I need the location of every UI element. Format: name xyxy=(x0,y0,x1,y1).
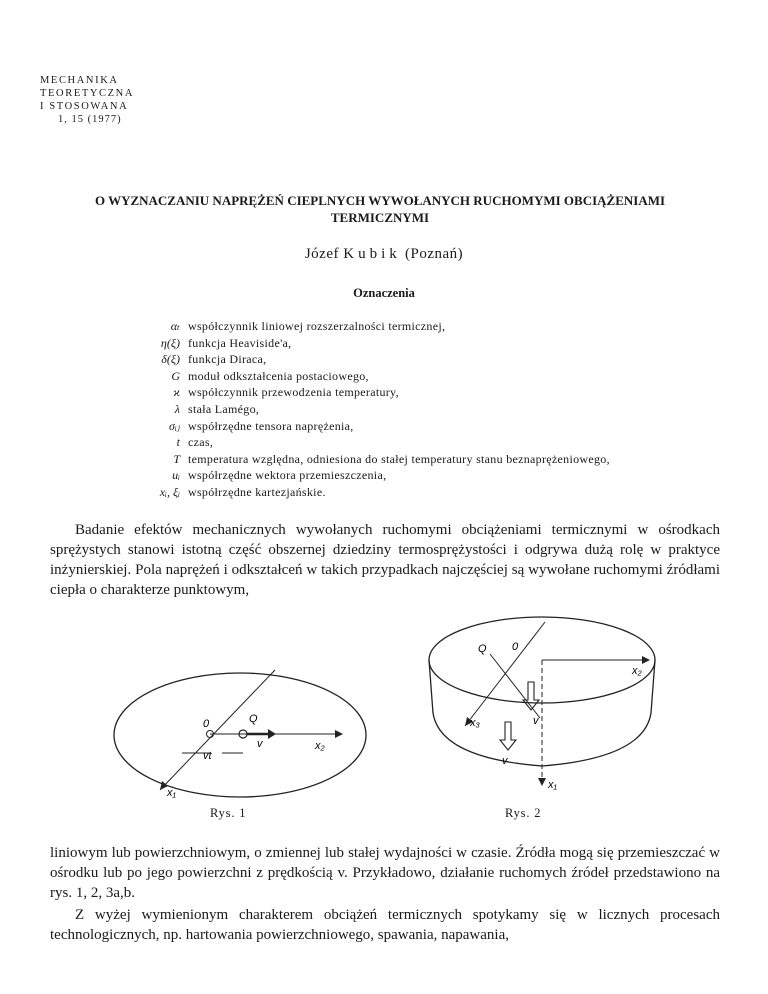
notation-text: moduł odkształcenia postaciowego, xyxy=(188,368,369,383)
author-first-name: Józef xyxy=(304,246,339,262)
notation-symbol: η(ξ) xyxy=(160,335,180,350)
notation-symbol: uᵢ xyxy=(172,468,180,483)
notation-symbol: t xyxy=(176,435,180,450)
journal-name-line1: MECHANIKA xyxy=(40,75,119,86)
figure-2-diagram xyxy=(420,608,690,808)
notation-symbol: xᵢ, ξᵢ xyxy=(159,484,180,499)
fig1-x2-arrow xyxy=(335,730,343,738)
notation-row xyxy=(130,368,610,385)
notation-row xyxy=(130,434,610,451)
notation-text: współczynnik liniowej rozszerzalności termicznej, xyxy=(188,319,446,333)
fig1-velocity-arrowhead xyxy=(268,729,276,739)
body-paragraph-1: Badanie efektów mechanicznych wywołanych ruchomymi obciążeniami termicznymi w ośrodkach sprężystych stanowi istotną część obszernej dziedziny termosprężystości i odgrywa dużą rolę w praktyce inżynierskiej. Pola naprężeń i odkształceń w takich przypadkach najczęściej są wywołane ruchomymi źródłami ciepła o charakterze punktowym, xyxy=(50,522,720,598)
journal-name-line2: TEORETYCZNA xyxy=(40,88,135,99)
notation-row xyxy=(130,384,610,401)
notation-text: współrzędne kartezjańskie. xyxy=(188,484,326,499)
notation-symbol: δ(ξ) xyxy=(161,352,180,367)
notation-text: temperatura względna, odniesiona do stałej temperatury stanu beznaprężeniowego, xyxy=(188,451,610,466)
fig2-label-x1: x₁ xyxy=(548,779,557,791)
fig2-label-v-bottom: v xyxy=(502,755,508,767)
notation-text: stała Lamégo, xyxy=(188,401,260,416)
figure-2-caption: Rys. 2 xyxy=(505,806,542,820)
notation-text: funkcja Diraca, xyxy=(188,352,267,367)
fig2-label-v-right: v xyxy=(533,715,539,727)
fig2-label-x3: x₃ xyxy=(470,717,480,729)
notation-list xyxy=(130,318,610,501)
notation-row xyxy=(130,418,610,435)
notation-text: współrzędne tensora naprężenia, xyxy=(188,418,354,433)
fig1-label-velocity: v xyxy=(257,738,263,750)
figure-1-caption: Rys. 1 xyxy=(210,806,247,820)
paper-title xyxy=(30,192,730,226)
paper-title-line2: TERMICZNYMI xyxy=(330,210,430,225)
fig1-label-vt: vt xyxy=(203,750,212,762)
fig1-label-x2: x₂ xyxy=(315,740,325,752)
journal-volume: 1, 15 (1977) xyxy=(58,114,122,125)
author-city: (Poznań) xyxy=(405,246,464,262)
fig2-x2-arrow xyxy=(642,656,650,664)
notation-symbol: αₜ xyxy=(170,319,180,333)
fig1-label-x1: x₁ xyxy=(167,787,176,799)
fig1-label-origin: 0 xyxy=(203,718,210,730)
notation-symbol: λ xyxy=(174,401,180,416)
notation-symbol: G xyxy=(171,368,180,383)
author-last-name: Kubik xyxy=(343,246,401,262)
figure-1-diagram xyxy=(110,665,370,805)
section-title: Oznaczenia xyxy=(353,286,415,300)
body-paragraph-2: liniowym lub powierzchniowym, o zmiennej lub stałej wydajności w czasie. Źródła mogą się przemieszczać w ośrodku lub po jego powierzchni z prędkością v. Przykładowo, działanie ruchomych źródeł przedstawiono na rys. 1, 2, 3a,b. xyxy=(50,845,720,901)
notation-text: współrzędne wektora przemieszczenia, xyxy=(188,468,387,483)
fig2-label-source: Q xyxy=(478,643,487,655)
paper-title-line1: O WYZNACZANIU NAPRĘŻEŃ CIEPLNYCH WYWOŁANYCH RUCHOMYMI OBCIĄŻENIAMI xyxy=(94,193,666,208)
fig1-x1-axis xyxy=(160,670,275,790)
notation-row xyxy=(130,335,610,352)
fig2-x1-arrow xyxy=(538,778,546,786)
fig2-label-origin: 0 xyxy=(512,641,519,653)
notation-symbol: σᵢⱼ xyxy=(169,418,180,433)
notation-text: funkcja Heaviside'a, xyxy=(188,335,292,350)
body-paragraph-3: Z wyżej wymienionym charakterem obciążeń termicznych spotykamy się w licznych procesach technologicznych, np. hartowania powierzchniowego, spawania, napawania, xyxy=(50,907,720,943)
journal-name-line3: I STOSOWANA xyxy=(40,101,129,112)
notation-symbol: ϰ xyxy=(173,385,180,400)
fig2-label-x2: x₂ xyxy=(632,665,642,677)
notation-symbol: T xyxy=(173,451,180,466)
notation-text: współczynnik przewodzenia temperatury, xyxy=(188,385,399,400)
notation-row xyxy=(130,401,610,418)
notation-row xyxy=(130,484,610,501)
notation-row xyxy=(130,451,610,468)
journal-header xyxy=(40,74,134,126)
notation-row xyxy=(130,351,610,368)
notation-text: czas, xyxy=(188,435,214,450)
fig1-label-source: Q xyxy=(249,713,258,725)
notation-row xyxy=(130,318,610,335)
author-line xyxy=(0,246,768,263)
notation-row xyxy=(130,467,610,484)
fig2-velocity-arrow-bottom xyxy=(500,722,516,750)
fig1-ellipse xyxy=(114,673,366,797)
